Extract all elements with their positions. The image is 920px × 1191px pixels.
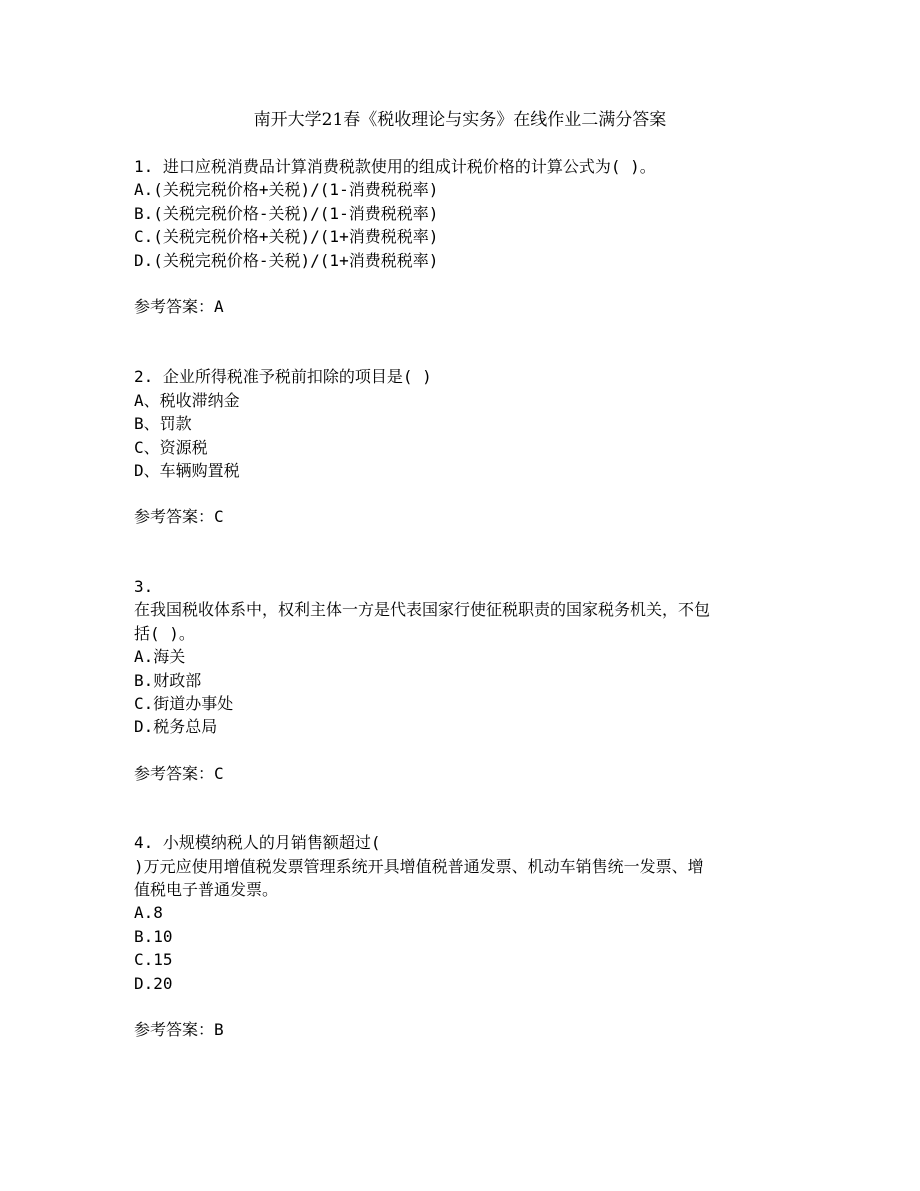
question-3-answer: 参考答案：C [134, 763, 224, 783]
question-1-stem: 1. 进口应税消费品计算消费税款使用的组成计税价格的计算公式为( )。 [134, 157, 656, 176]
question-4-option-d: D.20 [134, 973, 173, 993]
question-1-answer: 参考答案：A [134, 297, 224, 317]
question-4-answer: 参考答案：B [134, 1019, 224, 1039]
question-4-stem-line-1: 4. 小规模纳税人的月销售额超过( [134, 833, 381, 853]
question-3-option-c: C.街道办事处 [134, 693, 234, 713]
question-4-option-c: C.15 [134, 950, 173, 970]
question-1-option-b: B.(关税完税价格-关税)/(1-消费税税率) [134, 203, 439, 223]
question-1-option-a: A.(关税完税价格+关税)/(1-消费税税率) [134, 180, 439, 200]
question-1-option-c: C.(关税完税价格+关税)/(1+消费税税率) [134, 227, 439, 247]
question-4-stem-line-2: )万元应使用增值税发票管理系统开具增值税普通发票、机动车销售统一发票、增 [134, 856, 704, 876]
question-list [134, 155, 794, 1041]
spacer [134, 529, 794, 575]
question-3-option-d: D.税务总局 [134, 717, 218, 737]
question-2 [134, 365, 794, 528]
spacer [134, 318, 794, 365]
question-4-option-b: B.10 [134, 926, 173, 946]
question-1-option-d: D.(关税完税价格-关税)/(1+消费税税率) [134, 250, 439, 270]
question-3 [134, 575, 794, 785]
question-3-number: 3. [134, 576, 154, 596]
question-2-option-b: B、罚款 [134, 414, 192, 434]
question-3-stem-line-2: 括( )。 [134, 623, 195, 643]
question-2-option-a: A、税收滞纳金 [134, 390, 240, 410]
question-2-option-c: C、资源税 [134, 437, 208, 457]
spacer [134, 785, 794, 831]
question-4 [134, 831, 794, 1041]
question-2-stem: 2. 企业所得税准予税前扣除的项目是( ) [134, 367, 432, 387]
question-1 [134, 155, 794, 318]
question-3-stem-line-1: 在我国税收体系中，权利主体一方是代表国家行使征税职责的国家税务机关，不包 [134, 600, 711, 620]
question-3-option-b: B.财政部 [134, 670, 202, 690]
document-title: 南开大学21春《税收理论与实务》在线作业二满分答案 [253, 110, 667, 130]
question-2-option-d: D、车辆购置税 [134, 461, 240, 481]
question-3-option-a: A.海关 [134, 647, 186, 667]
question-4-stem-line-3: 值税电子普通发票。 [134, 879, 279, 899]
question-2-answer: 参考答案：C [134, 507, 224, 527]
question-4-option-a: A.8 [134, 903, 163, 923]
